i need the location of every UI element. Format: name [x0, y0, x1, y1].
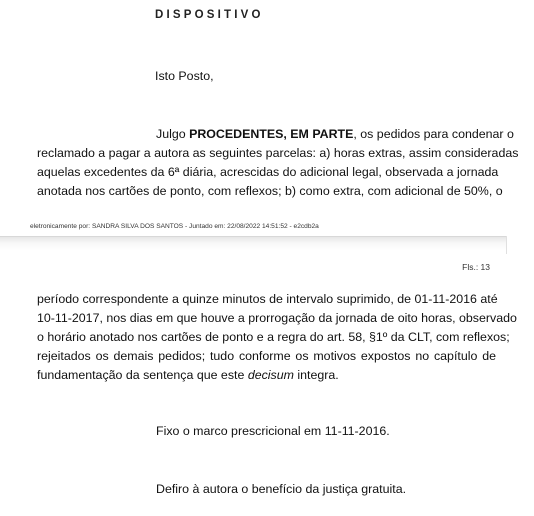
paragraph-periodo-line-5 [37, 368, 339, 382]
julgo-prefix: Julgo [156, 127, 190, 141]
section-heading: DISPOSITIVO [155, 9, 264, 21]
fundamentacao-prefix: fundamentação da sentença que este [37, 368, 248, 382]
paragraph-julgo-line-2: reclamado a pagar a autora as seguintes parcelas: a) horas extras, assim consideradas [37, 146, 519, 160]
julgo-suffix: , os pedidos para condenar o [353, 127, 514, 141]
marco-prescricional-text: Fixo o marco prescricional em 11-11-2016. [156, 424, 390, 438]
justica-gratuita-text: Defiro à autora o benefício da justiça gratuita. [156, 482, 407, 496]
page-edge [506, 236, 507, 254]
paragraph-periodo-line-3: o horário anotado nos cartões de ponto e a regra do art. 58, §1º da CLT, com reflexos; [37, 330, 510, 344]
fundamentacao-suffix: integra. [293, 368, 339, 382]
electronic-signature-stamp: eletronicamente por: SANDRA SILVA DOS SANTOS - Juntado em: 22/08/2022 14:51:52 - e2cdb2a [30, 223, 319, 230]
page-number: Fls.: 13 [462, 262, 490, 272]
paragraph-julgo-line-3: aquelas excedentes da 6ª diária, acrescidas do adicional legal, observada a jornada [37, 165, 499, 179]
isto-posto-text: Isto Posto, [155, 69, 214, 83]
paragraph-periodo-line-4: rejeitados os demais pedidos; tudo conforme os motivos expostos no capítulo de [37, 349, 496, 363]
page-break-divider [0, 236, 506, 255]
paragraph-periodo-line-1: período correspondente a quinze minutos de intervalo suprimido, de 01-11-2016 até [37, 292, 498, 306]
paragraph-periodo-line-2: 10-11-2017, nos dias em que houve a prorrogação da jornada de oito horas, observado [37, 311, 517, 325]
decisum-italic: decisum [247, 368, 294, 382]
paragraph-julgo-line-4: anotada nos cartões de ponto, com reflexos; b) como extra, com adicional de 50%, o [37, 184, 503, 198]
paragraph-julgo-line-1 [156, 127, 514, 141]
procedentes-em-parte-bold: PROCEDENTES, EM PARTE [189, 127, 354, 141]
